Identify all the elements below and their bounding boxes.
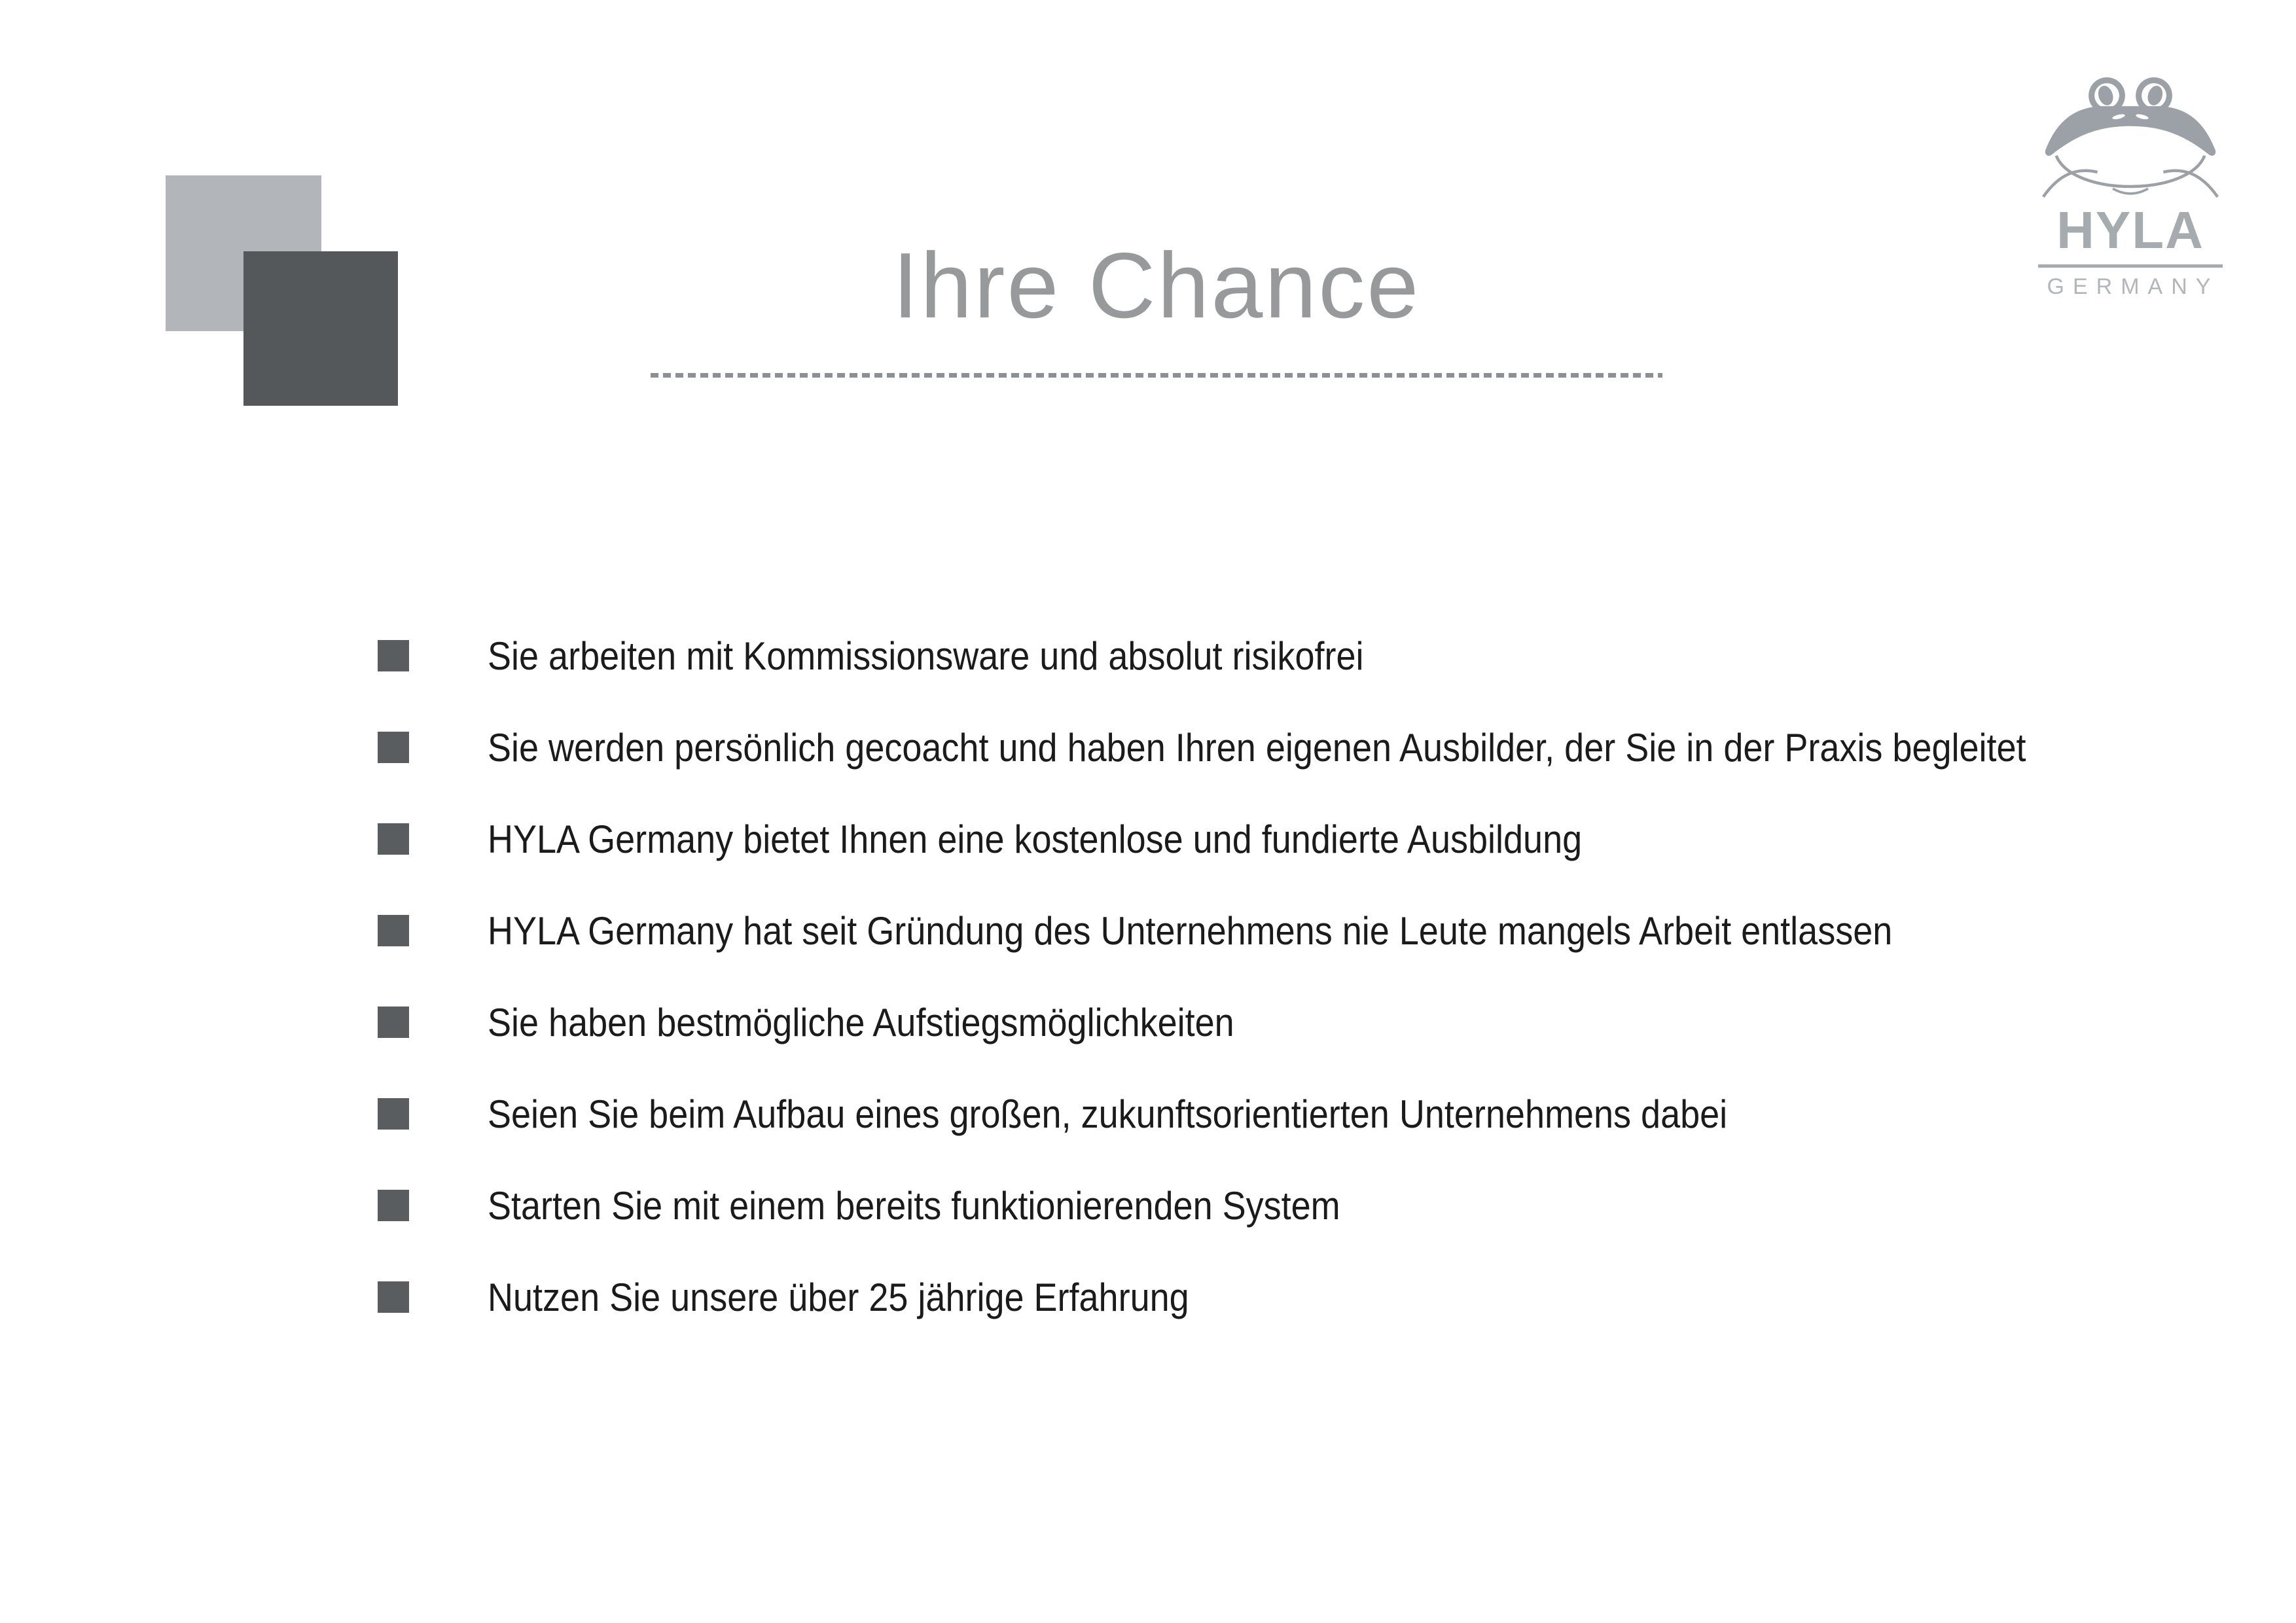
decor-dark-square <box>243 251 398 406</box>
list-item-text: Sie haben bestmögliche Aufstiegsmöglichkeiten <box>488 1000 1234 1044</box>
list-item <box>378 610 2197 702</box>
frog-icon <box>2042 72 2219 202</box>
bullet-square-icon <box>378 640 409 671</box>
list-item <box>378 976 2197 1068</box>
list-item-text: HYLA Germany hat seit Gründung des Unternehmens nie Leute mangels Arbeit entlassen <box>488 908 1893 953</box>
brand-underline <box>2038 264 2223 268</box>
bullet-square-icon <box>378 1190 409 1221</box>
bullet-square-icon <box>378 732 409 763</box>
title-dashed-divider <box>651 373 1662 378</box>
list-item-text: Starten Sie mit einem bereits funktionierenden System <box>488 1183 1340 1228</box>
brand-wordmark: HYLA <box>2056 201 2204 259</box>
bullet-square-icon <box>378 1281 409 1313</box>
bullet-square-icon <box>378 1007 409 1038</box>
bullet-square-icon <box>378 915 409 946</box>
list-item-text: Nutzen Sie unsere über 25 jährige Erfahrung <box>488 1275 1189 1319</box>
list-item <box>378 793 2197 885</box>
list-item-text: Sie arbeiten mit Kommissionsware und absolut risikofrei <box>488 633 1364 678</box>
list-item <box>378 885 2197 976</box>
brand-country-label: GERMANY <box>2047 274 2219 299</box>
page-title: Ihre Chance <box>892 234 1421 338</box>
bullet-square-icon <box>378 823 409 855</box>
list-item-text: HYLA Germany bietet Ihnen eine kostenlose und fundierte Ausbildung <box>488 817 1583 861</box>
list-item-text: Sie werden persönlich gecoacht und haben Ihren eigenen Ausbilder, der Sie in der Praxis begleitet <box>488 725 2026 770</box>
hyla-logo <box>2029 72 2232 300</box>
list-item <box>378 1160 2197 1251</box>
chance-list <box>378 610 2197 1343</box>
header <box>651 234 1662 338</box>
bullet-square-icon <box>378 1098 409 1130</box>
list-item <box>378 1251 2197 1343</box>
list-item <box>378 702 2197 793</box>
list-item-text: Seien Sie beim Aufbau eines großen, zukunftsorientierten Unternehmens dabei <box>488 1092 1728 1136</box>
list-item <box>378 1068 2197 1160</box>
